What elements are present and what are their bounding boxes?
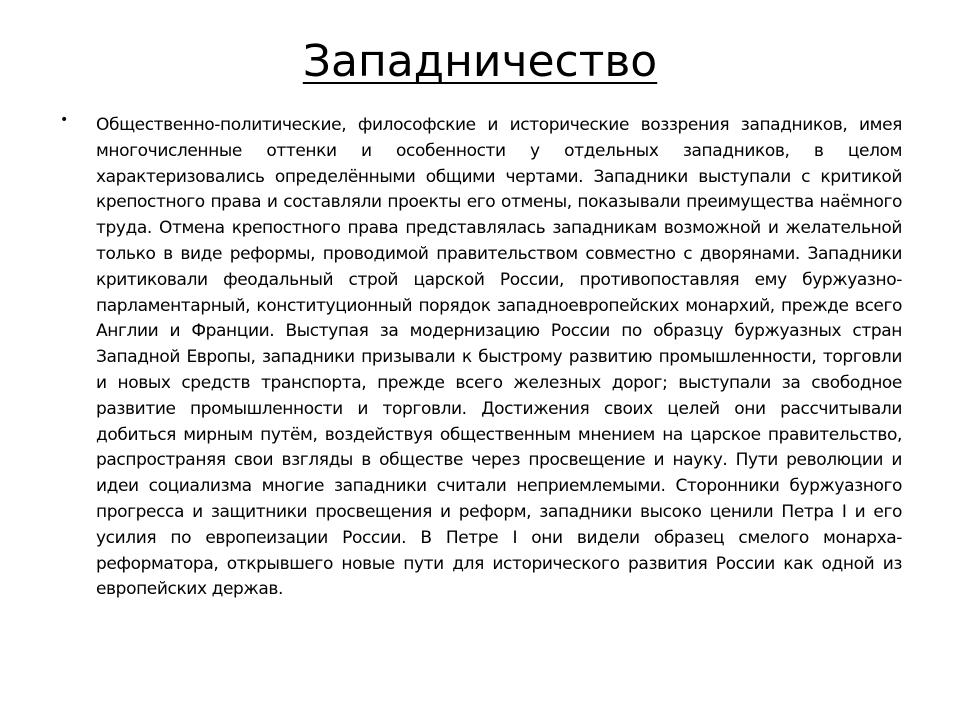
slide-title-text: Западничество xyxy=(302,36,658,87)
slide-title xyxy=(0,30,960,94)
body-paragraph: Общественно-политические, философские и исторические воззрения западников, имея многочисленные оттенки и особенности у отдельных западников, в целом характеризовались определёнными общими чертами. Западники выступали с критикой крепостного права и составляли проекты его отмены, показывали преимущества наёмного труда. Отмена крепостного права представлялась западникам возможной и желательной только в виде реформы, проводимой правительством совместно с дворянами. Западники критиковали феодальный строй царской России, противопоставляя ему буржуазно-парламентарный, конституционный порядок западноевропейских монархий, прежде всего Англии и Франции. Выступая за модернизацию России по образцу буржуазных стран Западной Европы, западники призывали к быстрому развитию промышленности, торговли и новых средств транспорта, прежде всего железных дорог; выступали за свободное развитие промышленности и торговли. Достижения своих целей они рассчитывали добиться мирным путём, воздействуя общественным мнением на царское правительство, распространяя свои взгляды в обществе через просвещение и науку. Пути революции и идеи социализма многие западники считали неприемлемыми. Сторонники буржуазного прогресса и защитники просвещения и реформ, западники высоко ценили Петра I и его усилия по европеизации России. В Петре I они видели образец смелого монарха-реформатора, открывшего новые пути для исторического развития России как одной из европейских держав. xyxy=(96,115,902,600)
bullet-icon: • xyxy=(60,112,69,128)
